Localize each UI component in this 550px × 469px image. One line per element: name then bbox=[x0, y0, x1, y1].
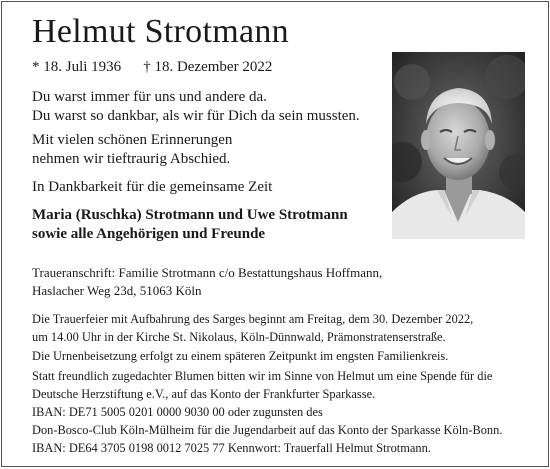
address-line: Traueranschrift: Familie Strotmann c/o Bestattungshaus Hoffmann, bbox=[32, 265, 383, 280]
funeral-info bbox=[32, 310, 473, 346]
mourners-line: sowie alle Angehörigen und Freunde bbox=[32, 226, 266, 242]
donation-info bbox=[32, 367, 502, 457]
portrait-photo bbox=[392, 52, 525, 239]
verse-line: Du warst immer für uns und andere da. bbox=[32, 89, 267, 105]
donation-line: Deutsche Herzstiftung e.V., auf das Konto der Frankfurter Sparkasse. bbox=[32, 387, 376, 401]
donation-line: IBAN: DE64 3705 0198 0012 7025 77 Kennwort: Trauerfall Helmut Strotmann. bbox=[32, 441, 431, 455]
funeral-line: um 14.00 Uhr in der Kirche St. Nikolaus, Köln-Dünnwald, Prämonstratenserstraße. bbox=[32, 330, 446, 344]
mourners bbox=[32, 206, 348, 244]
verse-line: Du warst so dankbar, als wir für Dich da sein mussten. bbox=[32, 108, 360, 124]
urn-burial-info: Die Urnenbeisetzung erfolgt zu einem späteren Zeitpunkt im engsten Familienkreis. bbox=[32, 349, 449, 363]
mourners-line: Maria (Ruschka) Strotmann und Uwe Strotmann bbox=[32, 207, 348, 223]
funeral-line: Die Trauerfeier mit Aufbahrung des Sarges beginnt am Freitag, dem 30. Dezember 2022, bbox=[32, 312, 474, 326]
address-line: Haslacher Weg 23d, 51063 Köln bbox=[32, 283, 202, 298]
mourning-address bbox=[32, 264, 382, 300]
verse-two bbox=[32, 131, 232, 169]
life-dates bbox=[32, 58, 272, 76]
donation-line: Statt freundlich zugedachter Blumen bitten wir im Sinne von Helmut um eine Spende für die bbox=[32, 369, 493, 383]
death-date: † 18. Dezember 2022 bbox=[143, 59, 273, 75]
portrait-image bbox=[392, 52, 525, 239]
donation-line: IBAN: DE71 5005 0201 0000 9030 00 oder zugunsten des bbox=[32, 405, 323, 419]
verse-one bbox=[32, 88, 360, 126]
verse-line: Mit vielen schönen Erinnerungen bbox=[32, 132, 233, 148]
birth-date: * 18. Juli 1936 bbox=[32, 59, 122, 75]
deceased-name: Helmut Strotmann bbox=[32, 13, 289, 50]
verse-line: nehmen wir tieftraurig Abschied. bbox=[32, 151, 231, 167]
gratitude-line: In Dankbarkeit für die gemeinsame Zeit bbox=[32, 179, 273, 195]
obituary-notice bbox=[1, 1, 549, 467]
donation-line: Don-Bosco-Club Köln-Mülheim für die Jugendarbeit auf das Konto der Sparkasse Köln-Bonn. bbox=[32, 423, 503, 437]
